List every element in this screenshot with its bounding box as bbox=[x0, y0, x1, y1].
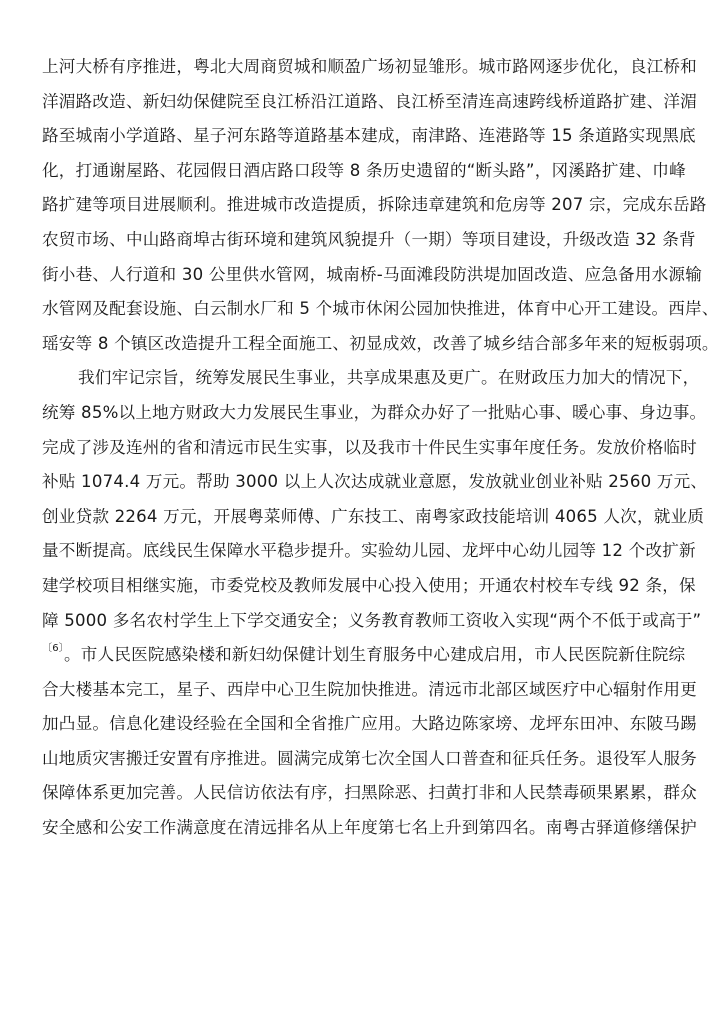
text-line: 保障体系更加完善。人民信访依法有序，扫黑除恶、扫黄打非和人民禁毒硕果累累，群众 bbox=[42, 783, 697, 803]
text-line: 量不断提高。底线民生保障水平稳步提升。实验幼儿园、龙坪中心幼儿园等 12 个改扩新 bbox=[42, 541, 696, 561]
text-line: 洋湄路改造、新妇幼保健院至良江桥沿江道路、良江桥至清连高速跨线桥道路扩建、洋湄 bbox=[42, 91, 697, 111]
text-line: 补贴 1074.4 万元。帮助 3000 以上人次达成就业意愿，发放就业创业补贴 2560 万元、 bbox=[42, 472, 708, 492]
text-line: 合大楼基本完工，星子、西岸中心卫生院加快推进。清远市北部区域医疗中心辐射作用更 bbox=[42, 679, 697, 699]
text-line: 路至城南小学道路、星子河东路等道路基本建成，南津路、连港路等 15 条道路实现黑底 bbox=[42, 126, 696, 146]
paragraph-urban-construction bbox=[42, 50, 719, 361]
text-line: 瑶安等 8 个镇区改造提升工程全面施工、初显成效，改善了城乡结合部多年来的短板弱项。 bbox=[42, 333, 719, 353]
text-line: 完成了涉及连州的省和清远市民生实事，以及我市十件民生实事年度任务。发放价格临时 bbox=[42, 437, 697, 457]
text-line: 我们牢记宗旨，统筹发展民生事业，共享成果惠及更广。在财政压力加大的情况下， bbox=[78, 368, 700, 388]
text-line: 安全感和公安工作满意度在清远排名从上年度第七名上升到第四名。南粤古驿道修缮保护 bbox=[42, 818, 697, 838]
text-line: 路扩建等项目进展顺利。推进城市改造提质，拆除违章建筑和危房等 207 宗，完成东岳路 bbox=[42, 195, 707, 215]
text-line: 化，打通谢屋路、花园假日酒店路口段等 8 条历史遗留的“断头路”，冈溪路扩建、巾峰 bbox=[42, 160, 686, 180]
text-line: 水管网及配套设施、白云制水厂和 5 个城市休闲公园加快推进，体育中心开工建设。西岸、 bbox=[42, 299, 719, 319]
text-line: 障 5000 多名农村学生上下学交通安全；义务教育教师工资收入实现“两个不低于或高于” bbox=[42, 610, 702, 630]
text-line bbox=[42, 638, 686, 673]
text-line: 上河大桥有序推进，粤北大周商贸城和顺盈广场初显雏形。城市路网逐步优化，良江桥和 bbox=[42, 57, 697, 76]
document-page bbox=[42, 50, 719, 846]
text-line: 农贸市场、中山路商埠古街环境和建筑风貌提升（一期）等项目建设，升级改造 32 条背 bbox=[42, 229, 696, 249]
text-line: 建学校项目相继实施，市委党校及教师发展中心投入使用；开通农村校车专线 92 条，保 bbox=[42, 575, 696, 595]
text-line: 街小巷、人行道和 30 公里供水管网，城南桥-马面滩段防洪堤加固改造、应急备用水源输 bbox=[42, 264, 703, 284]
text-line: 统筹 85%以上地方财政大力发展民生事业，为群众办好了一批贴心事、暖心事、身边事。 bbox=[42, 402, 707, 422]
text-line: 山地质灾害搬迁安置有序推进。圆满完成第七次全国人口普查和征兵任务。退役军人服务 bbox=[42, 748, 697, 768]
text-line: 加凸显。信息化建设经验在全国和全省推广应用。大路边陈家塝、龙坪东田冲、东陂马踢 bbox=[42, 714, 697, 734]
footnote-reference: 〔6〕 bbox=[42, 642, 64, 654]
paragraph-livelihood bbox=[42, 361, 708, 845]
text-line: 创业贷款 2264 万元，开展粤菜师傅、广东技工、南粤家政技能培训 4065 人次，就业质 bbox=[42, 506, 705, 526]
text-segment: 。市人民医院感染楼和新妇幼保健计划生育服务中心建成启用，市人民医院新住院综 bbox=[63, 645, 686, 665]
